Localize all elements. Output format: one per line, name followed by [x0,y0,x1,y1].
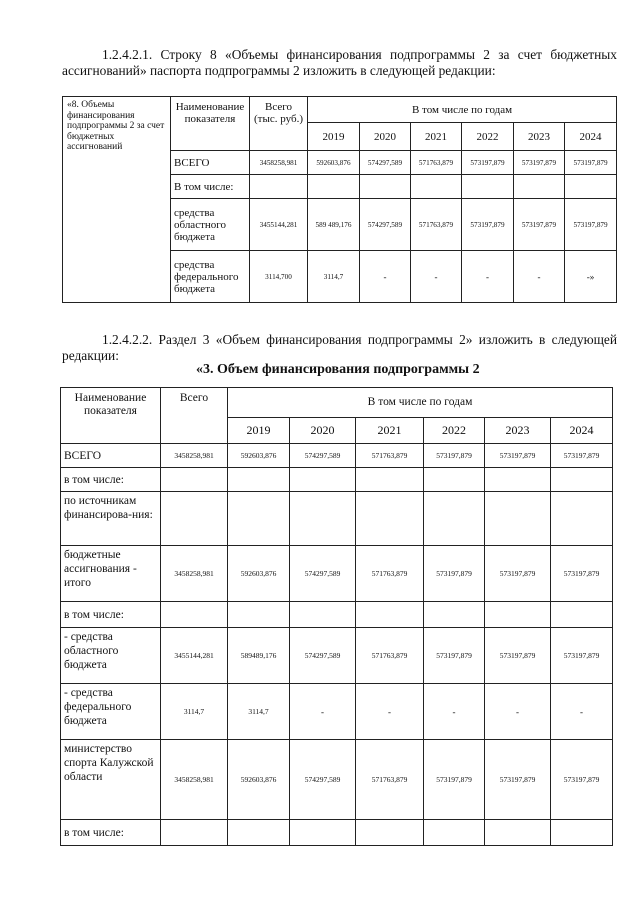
table2-year: 2024 [551,418,613,444]
row-name: бюджетные ассигнования - итого [61,546,161,602]
table-row [61,546,613,602]
row-total: 3458258,981 [161,444,228,468]
row-value [290,492,356,546]
row-value: - [462,251,514,303]
row-name: в том числе: [61,468,161,492]
table-row [61,492,613,546]
row-value: 573197,879 [485,740,551,820]
table2-col-name: Наименование показателя [61,388,161,444]
row-name: - средства областного бюджета [61,628,161,684]
row-value: 573197,879 [565,151,617,175]
row-value [424,468,485,492]
table2-year: 2021 [356,418,424,444]
row-value [290,468,356,492]
row-value [356,820,424,846]
row-value: - [360,251,411,303]
row-value: 573197,879 [485,546,551,602]
row-value [424,492,485,546]
row-value: 573197,879 [462,151,514,175]
row-value: 573197,879 [514,199,565,251]
row-value: 592603,876 [228,546,290,602]
row-value: 573197,879 [551,546,613,602]
row-value [228,820,290,846]
table1-year: 2021 [411,123,462,151]
table2-year: 2022 [424,418,485,444]
row-value: 571763,879 [356,628,424,684]
table-row [61,820,613,846]
row-value: - [485,684,551,740]
row-value: 571763,879 [356,740,424,820]
row-value: -» [565,251,617,303]
row-value: - [551,684,613,740]
row-value [356,492,424,546]
row-value: 574297,589 [290,444,356,468]
table1-year: 2024 [565,123,617,151]
row-name: средства областного бюджета [171,199,250,251]
row-value: 573197,879 [485,444,551,468]
row-value [228,468,290,492]
table2-col-total: Всего [161,388,228,444]
row-value [485,492,551,546]
row-value: - [411,251,462,303]
row-value [356,602,424,628]
row-value [228,602,290,628]
row-value [308,175,360,199]
row-total [161,492,228,546]
row-total: 3458258,981 [161,740,228,820]
row-total: 3114,7 [161,684,228,740]
row-value: 573197,879 [424,444,485,468]
table-row [61,602,613,628]
table1-col-total: Всего (тыс. руб.) [250,97,308,151]
row-value: 573197,879 [514,151,565,175]
row-value: 571763,879 [356,444,424,468]
row-value [411,175,462,199]
row-name: в том числе: [61,820,161,846]
row-value [514,175,565,199]
row-value: 573197,879 [424,546,485,602]
table1-row-label: «8. Объемы финансирования подпрограммы 2 за счет бюджетных ассигнований [63,97,171,303]
row-value: 574297,589 [290,546,356,602]
row-value: 3114,7 [308,251,360,303]
row-total [161,602,228,628]
row-value [424,602,485,628]
table2-col-years: В том числе по годам [228,388,613,418]
passport-funding-table [62,96,617,303]
row-value [551,820,613,846]
table-row [61,628,613,684]
row-value: 573197,879 [462,199,514,251]
table2-year: 2020 [290,418,356,444]
row-total [161,468,228,492]
row-value [424,820,485,846]
row-value: 574297,589 [290,740,356,820]
table1-col-name: Наименование показателя [171,97,250,151]
table-row [61,444,613,468]
row-value [551,468,613,492]
row-total: 3458258,981 [250,151,308,175]
row-value: 571763,879 [356,546,424,602]
row-value: 573197,879 [424,740,485,820]
row-value: 589 489,176 [308,199,360,251]
row-name: - средства федерального бюджета [61,684,161,740]
row-total: 3458258,981 [161,546,228,602]
row-total: 3455144,281 [250,199,308,251]
row-value: - [514,251,565,303]
row-value [290,820,356,846]
table1-year: 2020 [360,123,411,151]
row-value: 592603,876 [228,740,290,820]
row-value: 592603,876 [228,444,290,468]
row-name: министерство спорта Калужской области [61,740,161,820]
section-title: «3. Объем финансирования подпрограммы 2 [196,362,480,377]
row-value [551,602,613,628]
row-value: 571763,879 [411,199,462,251]
paragraph-1: 1.2.4.2.1. Строку 8 «Объемы финансирования подпрограммы 2 за счет бюджетных ассигнований» паспорта подпрограммы 2 изложить в следующей редакции: [62,47,617,78]
row-value: 592603,876 [308,151,360,175]
table-row [61,740,613,820]
row-value: - [424,684,485,740]
row-value [565,175,617,199]
row-value [551,492,613,546]
row-value [228,492,290,546]
row-value [485,602,551,628]
row-total [250,175,308,199]
row-value [485,468,551,492]
table1-year: 2019 [308,123,360,151]
row-value: - [356,684,424,740]
row-value: 589489,176 [228,628,290,684]
table2-year: 2023 [485,418,551,444]
row-name: средства федерального бюджета [171,251,250,303]
row-name: ВСЕГО [61,444,161,468]
row-value: 573197,879 [485,628,551,684]
row-name: по источникам финансирова-ния: [61,492,161,546]
row-value [356,468,424,492]
row-value: 574297,589 [360,151,411,175]
table1-year: 2022 [462,123,514,151]
section-funding-table [60,387,613,846]
row-value: 571763,879 [411,151,462,175]
row-value: - [290,684,356,740]
table-row [61,468,613,492]
row-value [290,602,356,628]
row-value: 574297,589 [290,628,356,684]
row-name: ВСЕГО [171,151,250,175]
row-total: 3114,700 [250,251,308,303]
table2-year: 2019 [228,418,290,444]
row-value: 573197,879 [551,444,613,468]
row-value: 574297,589 [360,199,411,251]
row-name: в том числе: [61,602,161,628]
table1-year: 2023 [514,123,565,151]
row-value: 573197,879 [424,628,485,684]
row-value: 573197,879 [551,740,613,820]
paragraph-2: 1.2.4.2.2. Раздел 3 «Объем финансирования подпрограммы 2» изложить в следующей редакции: [62,332,617,363]
row-name: В том числе: [171,175,250,199]
row-total: 3455144,281 [161,628,228,684]
row-value: 573197,879 [565,199,617,251]
row-total [161,820,228,846]
row-value: 573197,879 [551,628,613,684]
row-value [485,820,551,846]
row-value [360,175,411,199]
row-value [462,175,514,199]
table1-col-years: В том числе по годам [308,97,617,123]
table-row [61,684,613,740]
row-value: 3114,7 [228,684,290,740]
